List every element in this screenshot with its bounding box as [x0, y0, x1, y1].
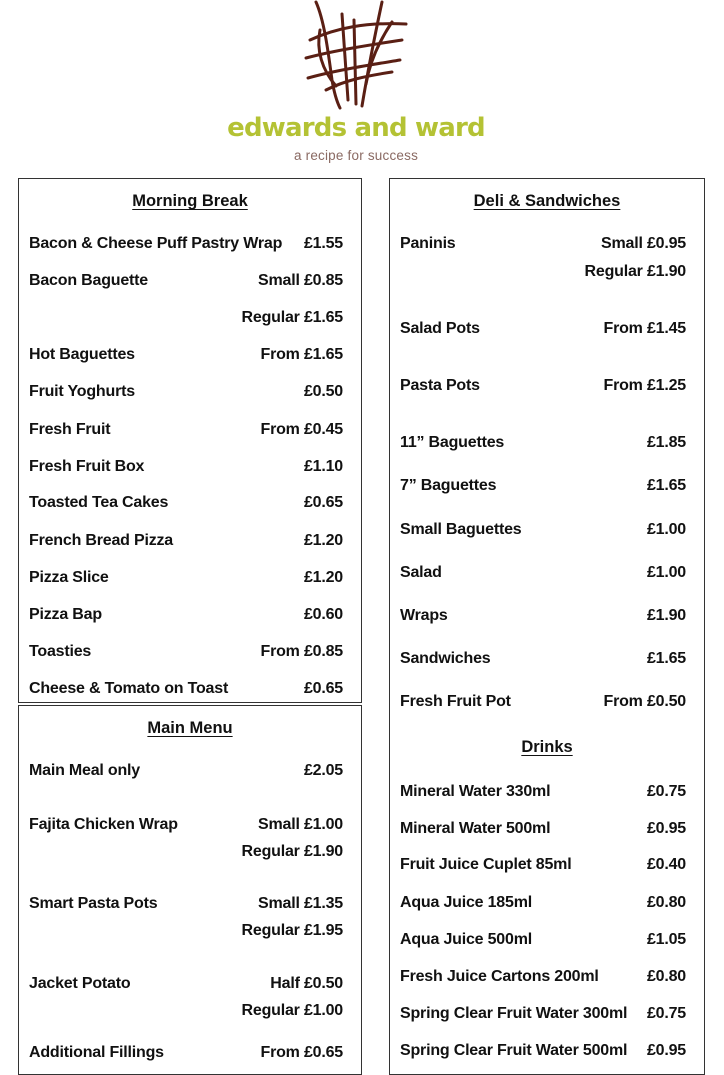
menu-row [19, 762, 361, 784]
drinks-heading: Drinks [521, 738, 573, 756]
menu-row [19, 643, 361, 665]
menu-row [390, 856, 704, 878]
item-name: Hot Baguettes [29, 346, 135, 363]
menu-row [390, 477, 704, 499]
item-price: £0.95 [646, 820, 686, 837]
menu-row [19, 458, 361, 480]
item-price: £1.90 [646, 607, 686, 624]
item-name: Fresh Fruit Pot [400, 693, 511, 710]
item-name: Mineral Water 500ml [400, 820, 551, 837]
menu-row [390, 968, 704, 990]
item-price: From £0.45 [260, 421, 343, 438]
menu-row [19, 1044, 361, 1066]
menu-row [390, 607, 704, 629]
menu-row [19, 383, 361, 405]
item-price-regular: Regular £1.95 [241, 922, 343, 939]
menu-row [390, 1005, 704, 1027]
menu-row [390, 320, 704, 342]
menu-row [19, 532, 361, 554]
item-price: £1.00 [646, 521, 686, 538]
deli-heading: Deli & Sandwiches [473, 192, 621, 210]
item-name: Fresh Fruit [29, 421, 111, 438]
menu-row [19, 421, 361, 443]
item-price: £0.80 [646, 894, 686, 911]
item-price: From £1.45 [603, 320, 686, 337]
item-name: Aqua Juice 185ml [400, 894, 532, 911]
item-price: From £0.85 [260, 643, 343, 660]
menu-row [19, 816, 361, 838]
item-name: Wraps [400, 607, 448, 624]
item-price: Half £0.50 [270, 975, 343, 992]
item-price: Regular £1.90 [584, 263, 686, 280]
morning-break-heading: Morning Break [132, 192, 248, 210]
item-price: £1.05 [646, 931, 686, 948]
item-name: Fresh Fruit Box [29, 458, 145, 475]
deli-drinks-panel [389, 178, 705, 1075]
item-name: Spring Clear Fruit Water 300ml [400, 1005, 628, 1022]
item-price: £1.65 [646, 650, 686, 667]
main-menu-panel [18, 705, 362, 1075]
item-price: £0.80 [646, 968, 686, 985]
item-price: Small £1.00 [258, 816, 343, 833]
menu-row [19, 1002, 361, 1024]
item-price: £0.60 [303, 606, 343, 623]
item-price: Regular £1.65 [241, 309, 343, 326]
item-price-regular: Regular £1.90 [241, 843, 343, 860]
item-price: £2.05 [303, 762, 343, 779]
menu-row [390, 783, 704, 805]
item-name: Toasties [29, 643, 92, 660]
menu-row [19, 272, 361, 294]
item-name: Fruit Yoghurts [29, 383, 135, 400]
menu-row [19, 895, 361, 917]
item-name: Salad [400, 564, 442, 581]
item-name: Jacket Potato [29, 975, 131, 992]
item-name: Salad Pots [400, 320, 480, 337]
item-price: £0.65 [303, 680, 343, 697]
item-price: £1.55 [303, 235, 343, 252]
item-name: Toasted Tea Cakes [29, 494, 169, 511]
item-name: Pizza Bap [29, 606, 102, 623]
menu-row [390, 263, 704, 285]
item-price: £1.10 [303, 458, 343, 475]
brand-name: edwards and ward [227, 113, 485, 143]
item-name: Fajita Chicken Wrap [29, 816, 178, 833]
item-price: £1.20 [303, 569, 343, 586]
menu-row [19, 309, 361, 331]
item-price: £1.85 [646, 434, 686, 451]
menu-row [390, 434, 704, 456]
item-name: Cheese & Tomato on Toast [29, 680, 229, 697]
item-name: Bacon Baguette [29, 272, 148, 289]
item-price-regular: Regular £1.00 [241, 1002, 343, 1019]
menu-row [19, 346, 361, 368]
item-name: Small Baguettes [400, 521, 522, 538]
item-name: Paninis [400, 235, 456, 252]
item-price: From £0.65 [260, 1044, 343, 1061]
item-price: From £1.65 [260, 346, 343, 363]
item-price: Small £0.95 [601, 235, 686, 252]
item-name: Smart Pasta Pots [29, 895, 158, 912]
logo-header [0, 0, 724, 172]
menu-row [390, 564, 704, 586]
item-name: Additional Fillings [29, 1044, 164, 1061]
menu-row [390, 931, 704, 953]
item-price: From £1.25 [603, 377, 686, 394]
item-price: £1.65 [646, 477, 686, 494]
item-name: Fresh Juice Cartons 200ml [400, 968, 599, 985]
brand-tagline: a recipe for success [293, 148, 419, 163]
menu-row [19, 494, 361, 516]
main-menu-heading: Main Menu [147, 719, 233, 737]
item-price: Small £0.85 [258, 272, 343, 289]
menu-row [390, 820, 704, 842]
item-price: From £0.50 [603, 693, 686, 710]
item-name: Sandwiches [400, 650, 491, 667]
item-price: £1.00 [646, 564, 686, 581]
item-price: Small £1.35 [258, 895, 343, 912]
item-name: 7” Baguettes [400, 477, 497, 494]
menu-row [19, 843, 361, 865]
menu-row [19, 235, 361, 257]
menu-row [19, 606, 361, 628]
item-name: Pasta Pots [400, 377, 480, 394]
menu-row [390, 650, 704, 672]
item-price: £0.40 [646, 856, 686, 873]
item-name: Fruit Juice Cuplet 85ml [400, 856, 572, 873]
morning-break-panel [18, 178, 362, 703]
item-name: Spring Clear Fruit Water 500ml [400, 1042, 628, 1059]
item-price: £0.95 [646, 1042, 686, 1059]
item-price: £1.20 [303, 532, 343, 549]
item-name: Mineral Water 330ml [400, 783, 551, 800]
item-name: Main Meal only [29, 762, 140, 779]
item-name: French Bread Pizza [29, 532, 174, 549]
menu-row [19, 975, 361, 997]
item-name: Aqua Juice 500ml [400, 931, 532, 948]
item-name: Bacon & Cheese Puff Pastry Wrap [29, 235, 283, 252]
item-price: £0.50 [303, 383, 343, 400]
menu-row [390, 521, 704, 543]
item-price: £0.75 [646, 1005, 686, 1022]
menu-row [19, 922, 361, 944]
whisk-logo-icon [296, 0, 416, 112]
menu-row [390, 377, 704, 399]
item-price: £0.65 [303, 494, 343, 511]
item-name: Pizza Slice [29, 569, 109, 586]
menu-row [390, 235, 704, 257]
item-price: £0.75 [646, 783, 686, 800]
item-name: 11” Baguettes [400, 434, 505, 451]
menu-row [390, 894, 704, 916]
menu-row [19, 569, 361, 591]
menu-row [390, 693, 704, 715]
menu-row [19, 680, 361, 702]
